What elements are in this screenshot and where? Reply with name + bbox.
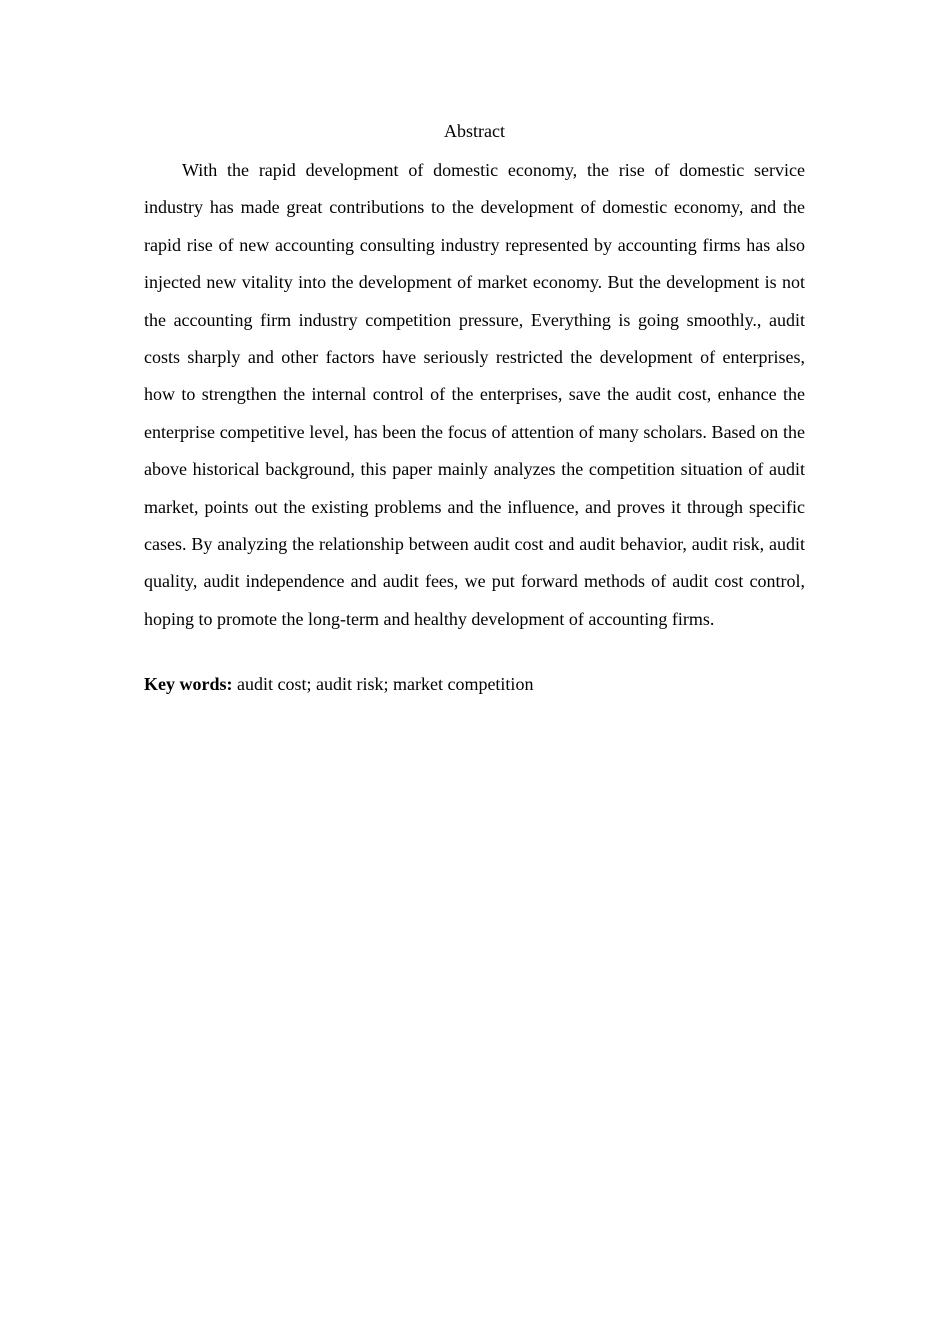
abstract-body: With the rapid development of domestic economy, the rise of domestic service industry has made great contributions to the development of domestic economy, and the rapid rise of new accounting consulting industry represented by accounting firms has also injected new vitality into the development of market economy. But the development is not the accounting firm industry competition pressure, Everything is going smoothly., audit costs sharply and other factors have seriously restricted the development of enterprises, how to strengthen the internal control of the enterprises, save the audit cost, enhance the enterprise competitive level, has been the focus of attention of many scholars. Based on the above historical background, this paper mainly analyzes the competition situation of audit market, points out the existing problems and the influence, and proves it through specific cases. By analyzing the relationship between audit cost and audit behavior, audit risk, audit quality, audit independence and audit fees, we put forward methods of audit cost control, hoping to promote the long-term and healthy development of accounting firms. xyxy=(144,160,805,629)
abstract-section xyxy=(144,118,805,697)
keywords-value: audit cost; audit risk; market competition xyxy=(232,674,534,695)
keywords-line xyxy=(144,671,805,697)
keywords-label: Key words: xyxy=(144,674,233,695)
abstract-title: Abstract xyxy=(444,121,505,141)
